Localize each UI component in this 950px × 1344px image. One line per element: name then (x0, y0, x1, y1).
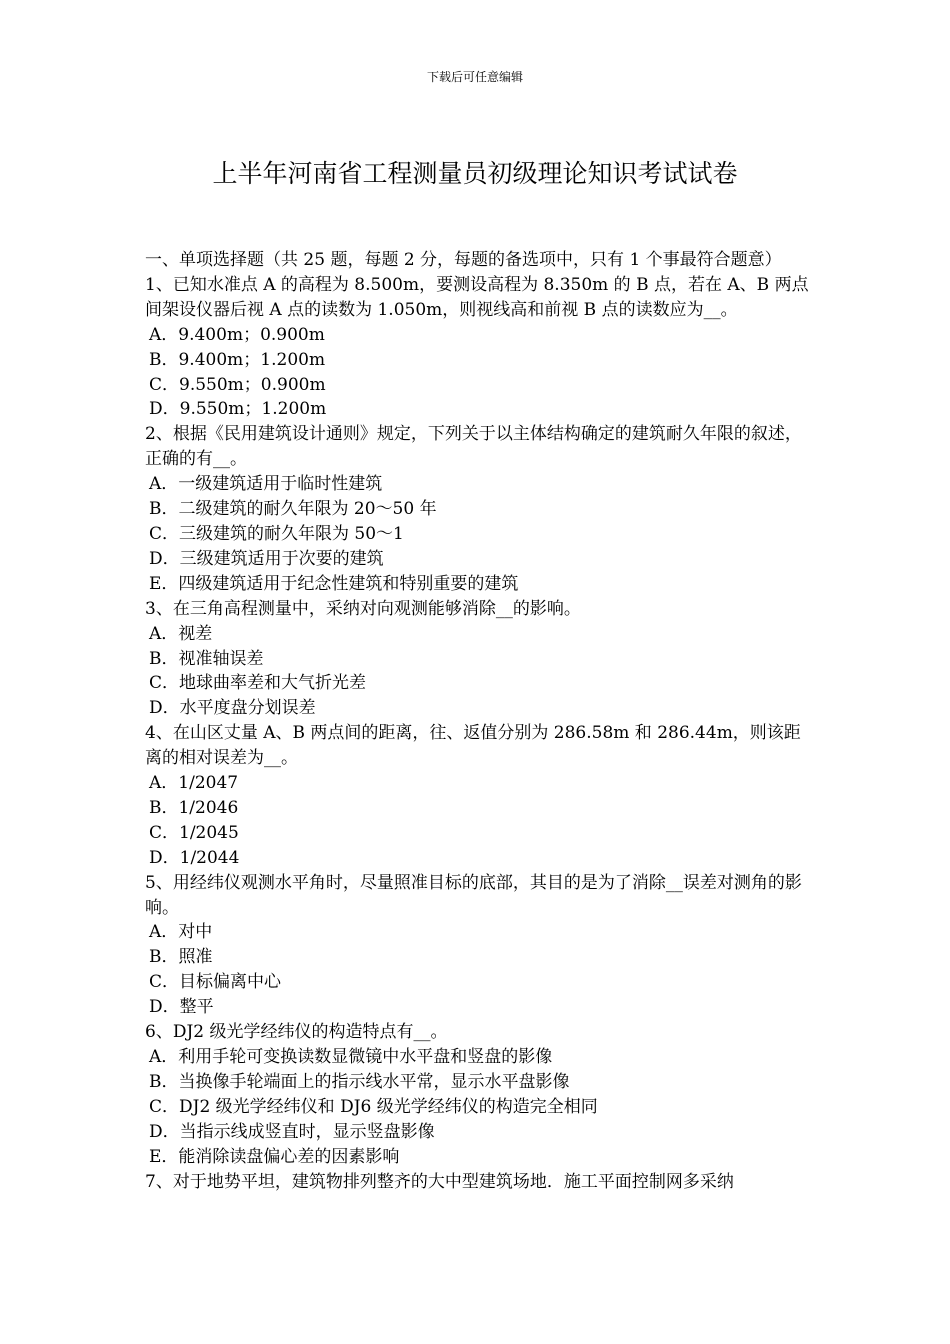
option-a: A．视差 (149, 623, 213, 644)
question-text: 2、根据《民用建筑设计通则》规定，下列关于以主体结构确定的建筑耐久年限的叙述，正确的有__。 (145, 424, 802, 470)
option-c: C．1/2045 (149, 822, 239, 843)
option-b: B．1/2046 (149, 797, 239, 818)
option-d: D．1/2044 (149, 847, 240, 868)
option-a: A．1/2047 (149, 773, 239, 794)
question-7 (145, 1170, 817, 1195)
option-d: D．9.550m；1.200m (149, 399, 327, 420)
option-e: E．能消除读盘偏心差的因素影响 (149, 1146, 400, 1167)
option-d: D．水平度盘分划误差 (149, 698, 316, 719)
question-text: 4、在山区丈量 A、B 两点间的距离，往、返值分别为 286.58m 和 286.44m，则该距离的相对误差为__。 (145, 723, 801, 769)
question-5 (145, 871, 817, 1020)
option-c: C．目标偏离中心 (149, 972, 282, 993)
option-d: D．整平 (149, 997, 214, 1018)
question-text: 5、用经纬仪观测水平角时，尽量照准目标的底部，其目的是为了消除__误差对测角的影响。 (145, 872, 802, 918)
document-title: 上半年河南省工程测量员初级理论知识考试试卷 (212, 159, 738, 188)
option-b: B．9.400m；1.200m (149, 349, 326, 370)
option-e: E．四级建筑适用于纪念性建筑和特别重要的建筑 (149, 573, 519, 594)
option-d: D．三级建筑适用于次要的建筑 (149, 548, 384, 569)
question-text: 1、已知水准点 A 的高程为 8.500m，要测设高程为 8.350m 的 B 点，若在 A、B 两点间架设仪器后视 A 点的读数为 1.050m，则视线高和前视 B 点的读数应为__。 (145, 274, 809, 320)
question-text: 7、对于地势平坦，建筑物排列整齐的大中型建筑场地．施工平面控制网多采纳 (145, 1171, 734, 1192)
option-b: B．视准轴误差 (149, 648, 264, 669)
option-c: C．DJ2 级光学经纬仪和 DJ6 级光学经纬仪的构造完全相同 (149, 1096, 598, 1117)
exam-content (145, 248, 817, 1194)
option-a: A．利用手轮可变换读数显微镜中水平盘和竖盘的影像 (149, 1047, 553, 1067)
option-b: B．当换像手轮端面上的指示线水平常，显示水平盘影像 (149, 1071, 570, 1092)
section-heading: 一、单项选择题（共 25 题，每题 2 分，每题的备选项中，只有 1 个事最符合题意） (145, 250, 782, 270)
option-b: B．二级建筑的耐久年限为 20～50 年 (149, 499, 437, 520)
question-text: 3、在三角高程测量中，采纳对向观测能够消除__的影响。 (145, 598, 581, 619)
option-d: D．当指示线成竖直时，显示竖盘影像 (149, 1121, 435, 1142)
question-text: 6、DJ2 级光学经纬仪的构造特点有__。 (145, 1022, 448, 1043)
question-4 (145, 721, 817, 870)
option-c: C．地球曲率差和大气折光差 (149, 673, 367, 694)
option-c: C．三级建筑的耐久年限为 50～1 (149, 523, 404, 544)
question-6 (145, 1020, 817, 1169)
question-3 (145, 597, 817, 722)
option-a: A．对中 (149, 922, 213, 943)
option-b: B．照准 (149, 947, 213, 968)
question-2 (145, 422, 817, 596)
header-note: 下载后可任意编辑 (426, 70, 523, 84)
question-1 (145, 273, 817, 422)
option-c: C．9.550m；0.900m (149, 374, 326, 395)
option-a: A．一级建筑适用于临时性建筑 (149, 474, 383, 495)
option-a: A．9.400m；0.900m (149, 324, 325, 345)
